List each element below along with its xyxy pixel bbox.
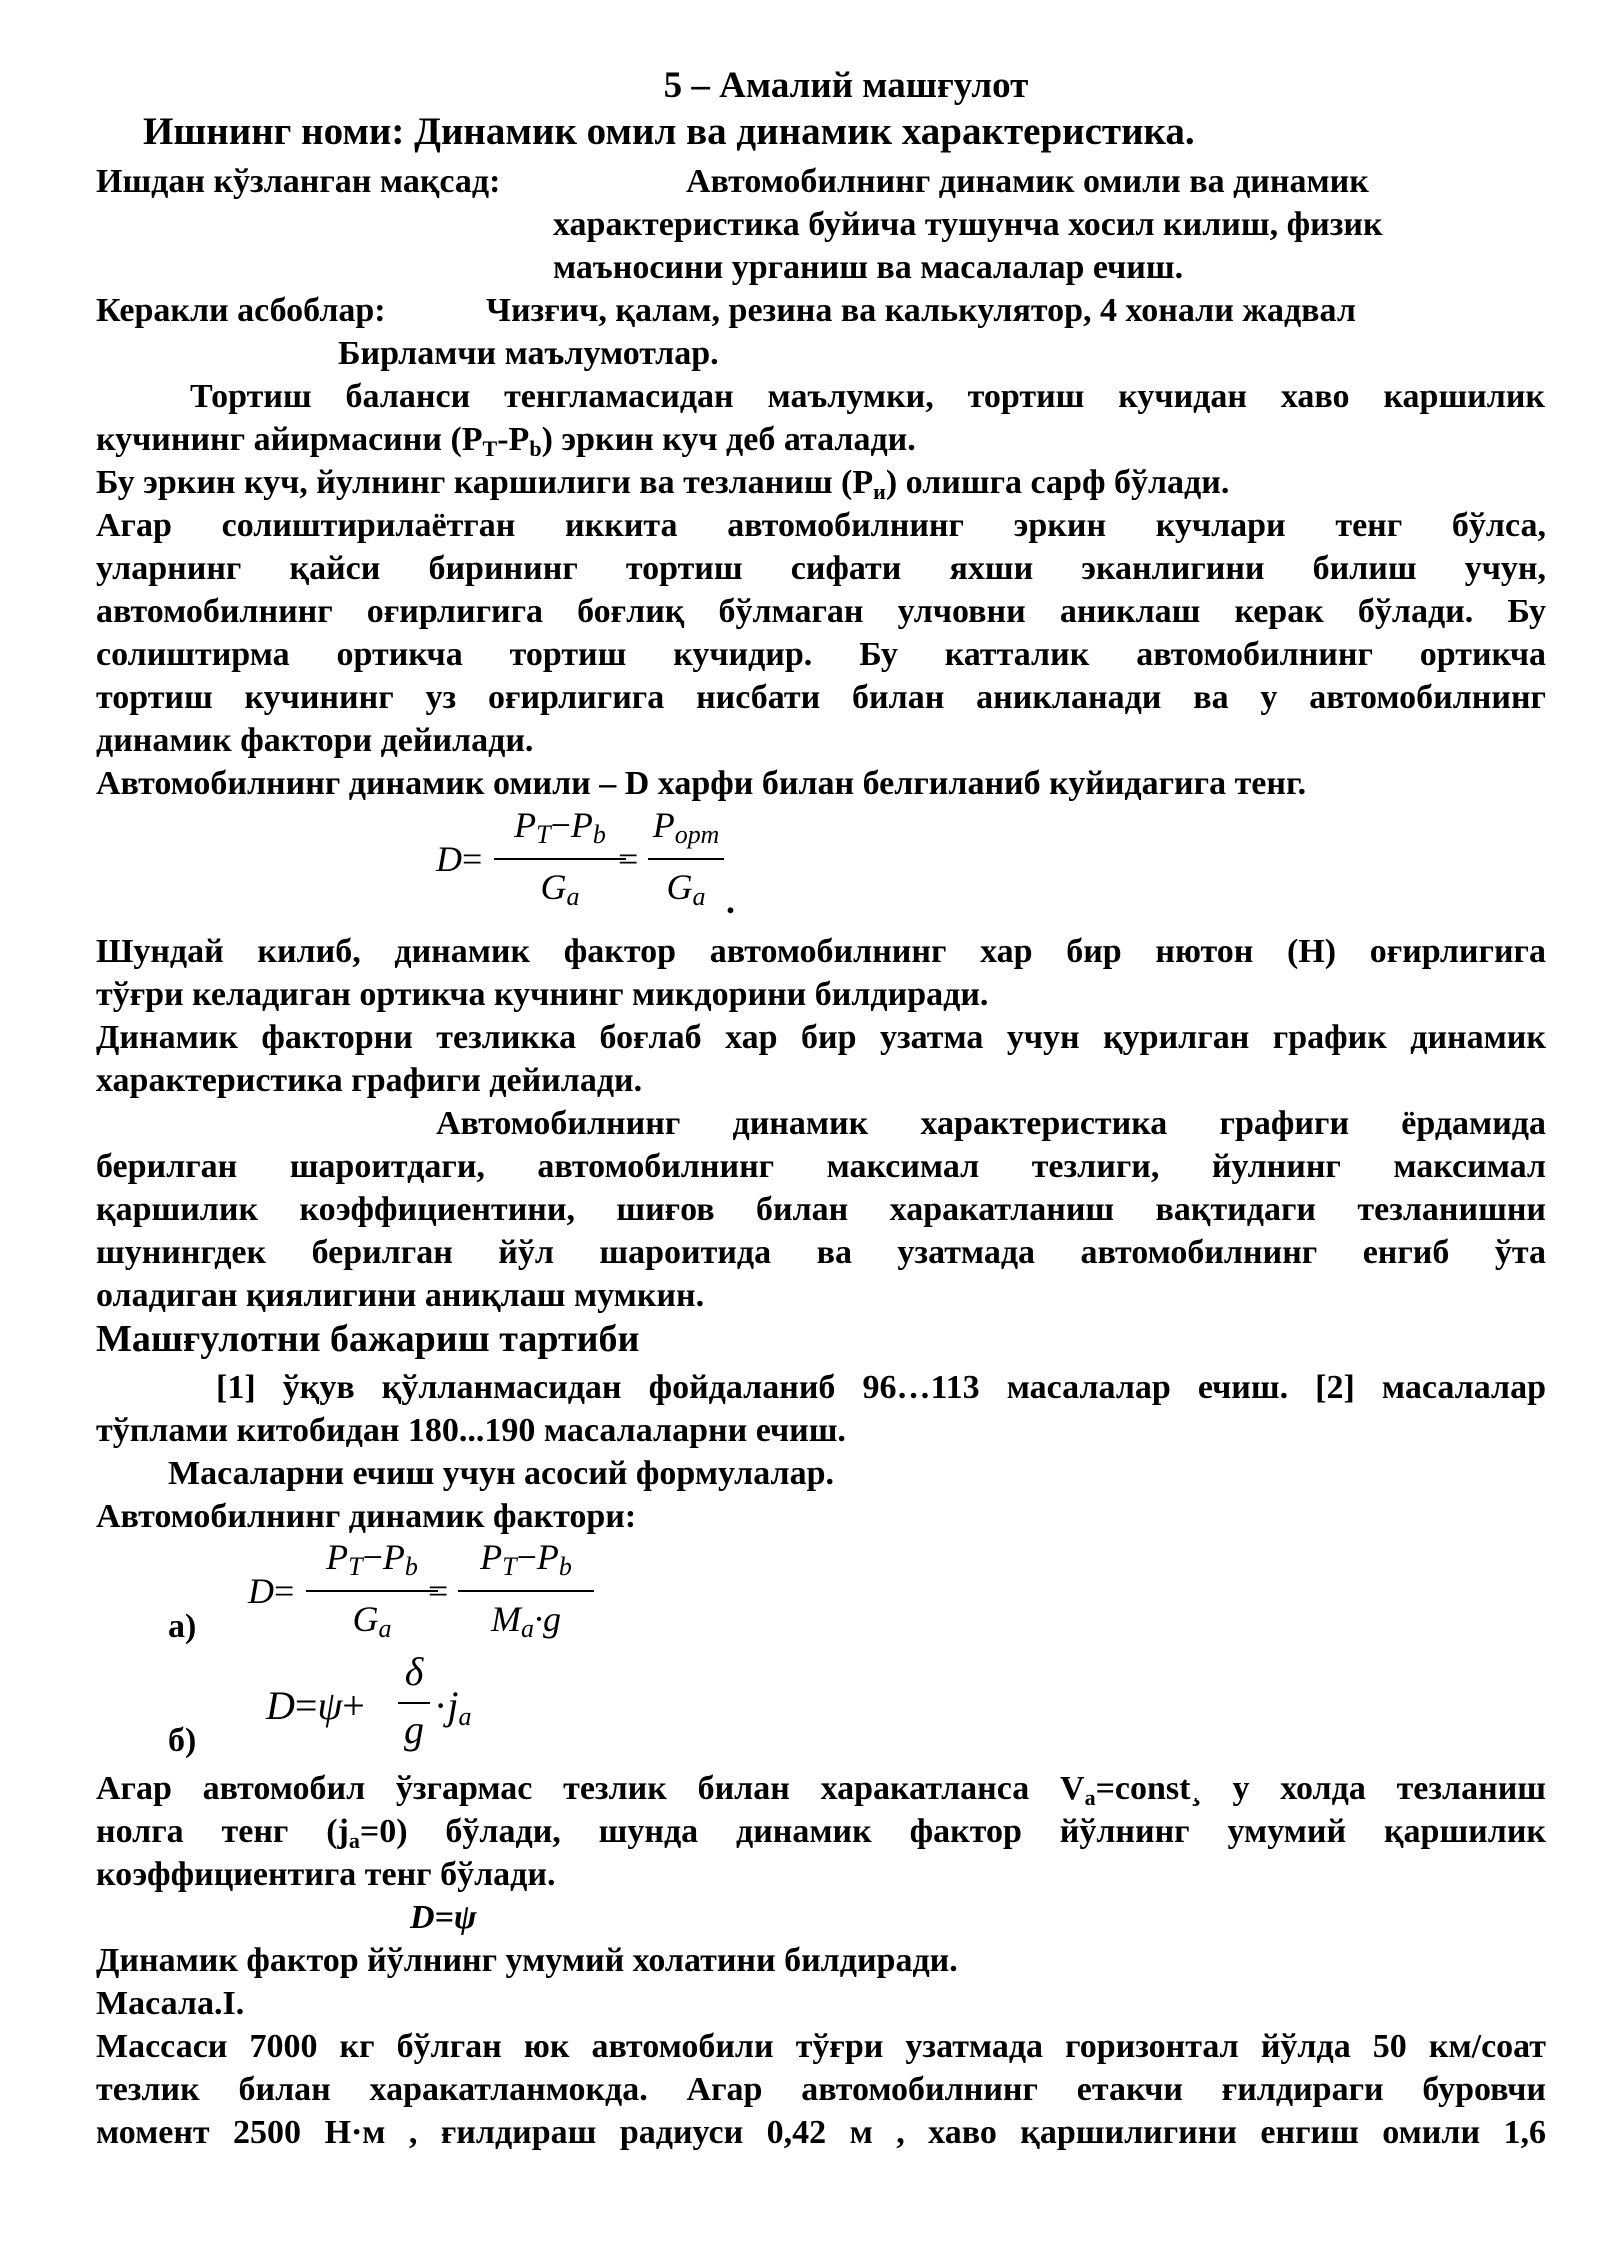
formula-main-den1: $G_a$ [540,867,580,911]
para3-line-3: автомобилнинг оғирлигига боғлиқ бўлмаган улчовни аниклаш керак бўлади. Бу [96,593,1546,630]
formula-main-den2: $G_a$ [666,867,706,911]
para7-line-2: берилган шароитдаги, автомобилнинг максимал тезлиги, йулнинг максимал [96,1148,1546,1185]
para8-line-2: тўплами китобидан 180...190 масалаларни ечиш. [96,1412,846,1449]
formula-a-lhs: D= [248,1571,295,1611]
para6-line-1: Динамик факторни тезликка боғлаб хар бир узатма учун қурилган график динамик [96,1019,1546,1056]
formula-b-label: б) [168,1722,197,1759]
para1-line-1: Тортиш баланси тенгламасидан маълумки, тортиш кучидан хаво каршилик [190,378,1545,415]
para8-line-1: [1] ўқув қўлланмасидан фойдаланиб 96…113 масалалар ечиш. [2] масалалар [216,1369,1546,1406]
formula-a-eq2: = [428,1571,449,1611]
para3-line-4: солиштирма ортикча тортиш кучидир. Бу катталик автомобилнинг ортикча [96,636,1546,673]
page-subtitle: Ишнинг номи: Динамик омил ва динамик характеристика. [143,110,1195,153]
formula-main-fraction-line-2 [648,858,724,860]
factor-heading: Автомобилнинг динамик фактори: [96,1498,637,1535]
para3-line-6: динамик фактори дейилади. [96,722,534,759]
page-title: 5 – Амалий машғулот [663,65,1029,106]
goal-label: Ишдан кўзланган мақсад: [96,163,501,200]
para7-line-5: оладиган қиялигини аниқлаш мумкин. [96,1277,705,1314]
para5-line-2: тўғри келадиган ортикча кучнинг микдорини билдиради. [96,976,989,1013]
tools-value: Чизғич, қалам, резина ва калькулятор, 4 хонали жадвал [486,292,1356,329]
task-line-2: тезлик билан харакатланмокда. Агар автомобилнинг етакчи ғилдираги буровчи [96,2071,1546,2108]
formula-main-lhs: D= [436,839,483,879]
para10: Динамик фактор йўлнинг умумий холатини билдиради. [96,1942,958,1979]
formula-main-num2: $P_{орт}$ [652,805,720,849]
goal-line-2: характеристика буйича тушунча хосил килиш, физик [553,206,1383,243]
para3-line-2: уларнинг қайси бирининг тортиш сифати яхши эканлигини билиш учун, [96,550,1546,587]
formula-a-fraction-line-2 [458,1590,594,1592]
formula-main-fraction-line-1 [494,858,626,860]
para6-line-2: характеристика графиги дейилади. [96,1062,643,1099]
para4: Автомобилнинг динамик омили – D харфи билан белгиланиб куйидагига тенг. [96,765,1307,802]
formula-b-fraction-line [398,1702,430,1704]
formula-b-den: g [404,1707,424,1752]
formula-main-dot: . [726,881,735,921]
para1-line-2: кучининг айирмасини $(P_T-P_b)$ эркин куч деб аталади. [96,421,916,461]
formulas-heading: Масаларни ечиш учун асосий формулалар. [168,1455,834,1492]
goal-line-3: маъносини урганиш ва масалалар ечиш. [553,249,1184,286]
para9-line-3: коэффициентига тенг бўлади. [96,1856,556,1893]
para7-line-1: Автомобилнинг динамик характеристика графиги ёрдамида [436,1105,1546,1142]
formula-main-num1: $P_T-P_b$ [514,805,606,849]
para7-line-3: қаршилик коэффициентини, шиғов билан харакатланиш вақтидаги тезланишни [96,1191,1546,1228]
para2: Бу эркин куч, йулнинг каршилиги ва тезланиш $(P_и)$ олишга сарф бўлади. [96,464,1230,504]
para9-line-2: нолга тенг $(j_a=0)$ бўлади, шунда динамик фактор йўлнинг умумий қаршилик [96,1813,1546,1853]
formula-main-eq2: = [618,839,639,879]
para7-line-4: шунингдек берилган йўл шароитида ва узатмада автомобилнинг енгиб ўта [96,1234,1546,1271]
formula-b-lhs: D=ψ+ [266,1683,365,1728]
formula-b-rhs: $\cdot j_a$ [434,1683,472,1731]
initial-data-heading: Бирламчи маълумотлар. [338,335,719,372]
formula-a-num1: $P_T-P_b$ [326,1537,418,1581]
formula-a-num2: $P_T-P_b$ [480,1537,572,1581]
goal-line-1: Автомобилнинг динамик омили ва динамик [686,163,1369,200]
formula-c: D=ψ [410,1899,477,1936]
task-line-3: момент 2500 Н·м , ғилдираш радиуси 0,42 м , хаво қаршилигини енгиш омили 1,6 [96,2114,1546,2151]
procedure-heading: Машғулотни бажариш тартиби [96,1318,640,1360]
para3-line-5: тортиш кучининг уз оғирлигига нисбати билан аникланади ва у автомобилнинг [96,679,1546,716]
formula-a-fraction-line-1 [306,1590,438,1592]
tools-label: Керакли асбоблар: [96,292,386,329]
formula-a-den2: $M_a\cdot g$ [491,1599,561,1643]
formula-a-den1: $G_a$ [352,1599,392,1643]
task-heading: Масала.I. [96,1985,245,2022]
para3-line-1: Агар солиштирилаётган иккита автомобилнинг эркин кучлари тенг бўлса, [96,507,1546,544]
para9-line-1: Агар автомобил ўзгармас тезлик билан харакатланса $V_a=const¸$ у холда тезланиш [96,1770,1546,1810]
formula-b-num: δ [404,1649,424,1694]
para5-line-1: Шундай килиб, динамик фактор автомобилнинг хар бир нютон (Н) оғирлигига [96,933,1546,970]
task-line-1: Массаси 7000 кг бўлган юк автомобили тўғри узатмада горизонтал йўлда 50 км/соат [96,2028,1546,2065]
formula-a-label: а) [168,1608,197,1645]
